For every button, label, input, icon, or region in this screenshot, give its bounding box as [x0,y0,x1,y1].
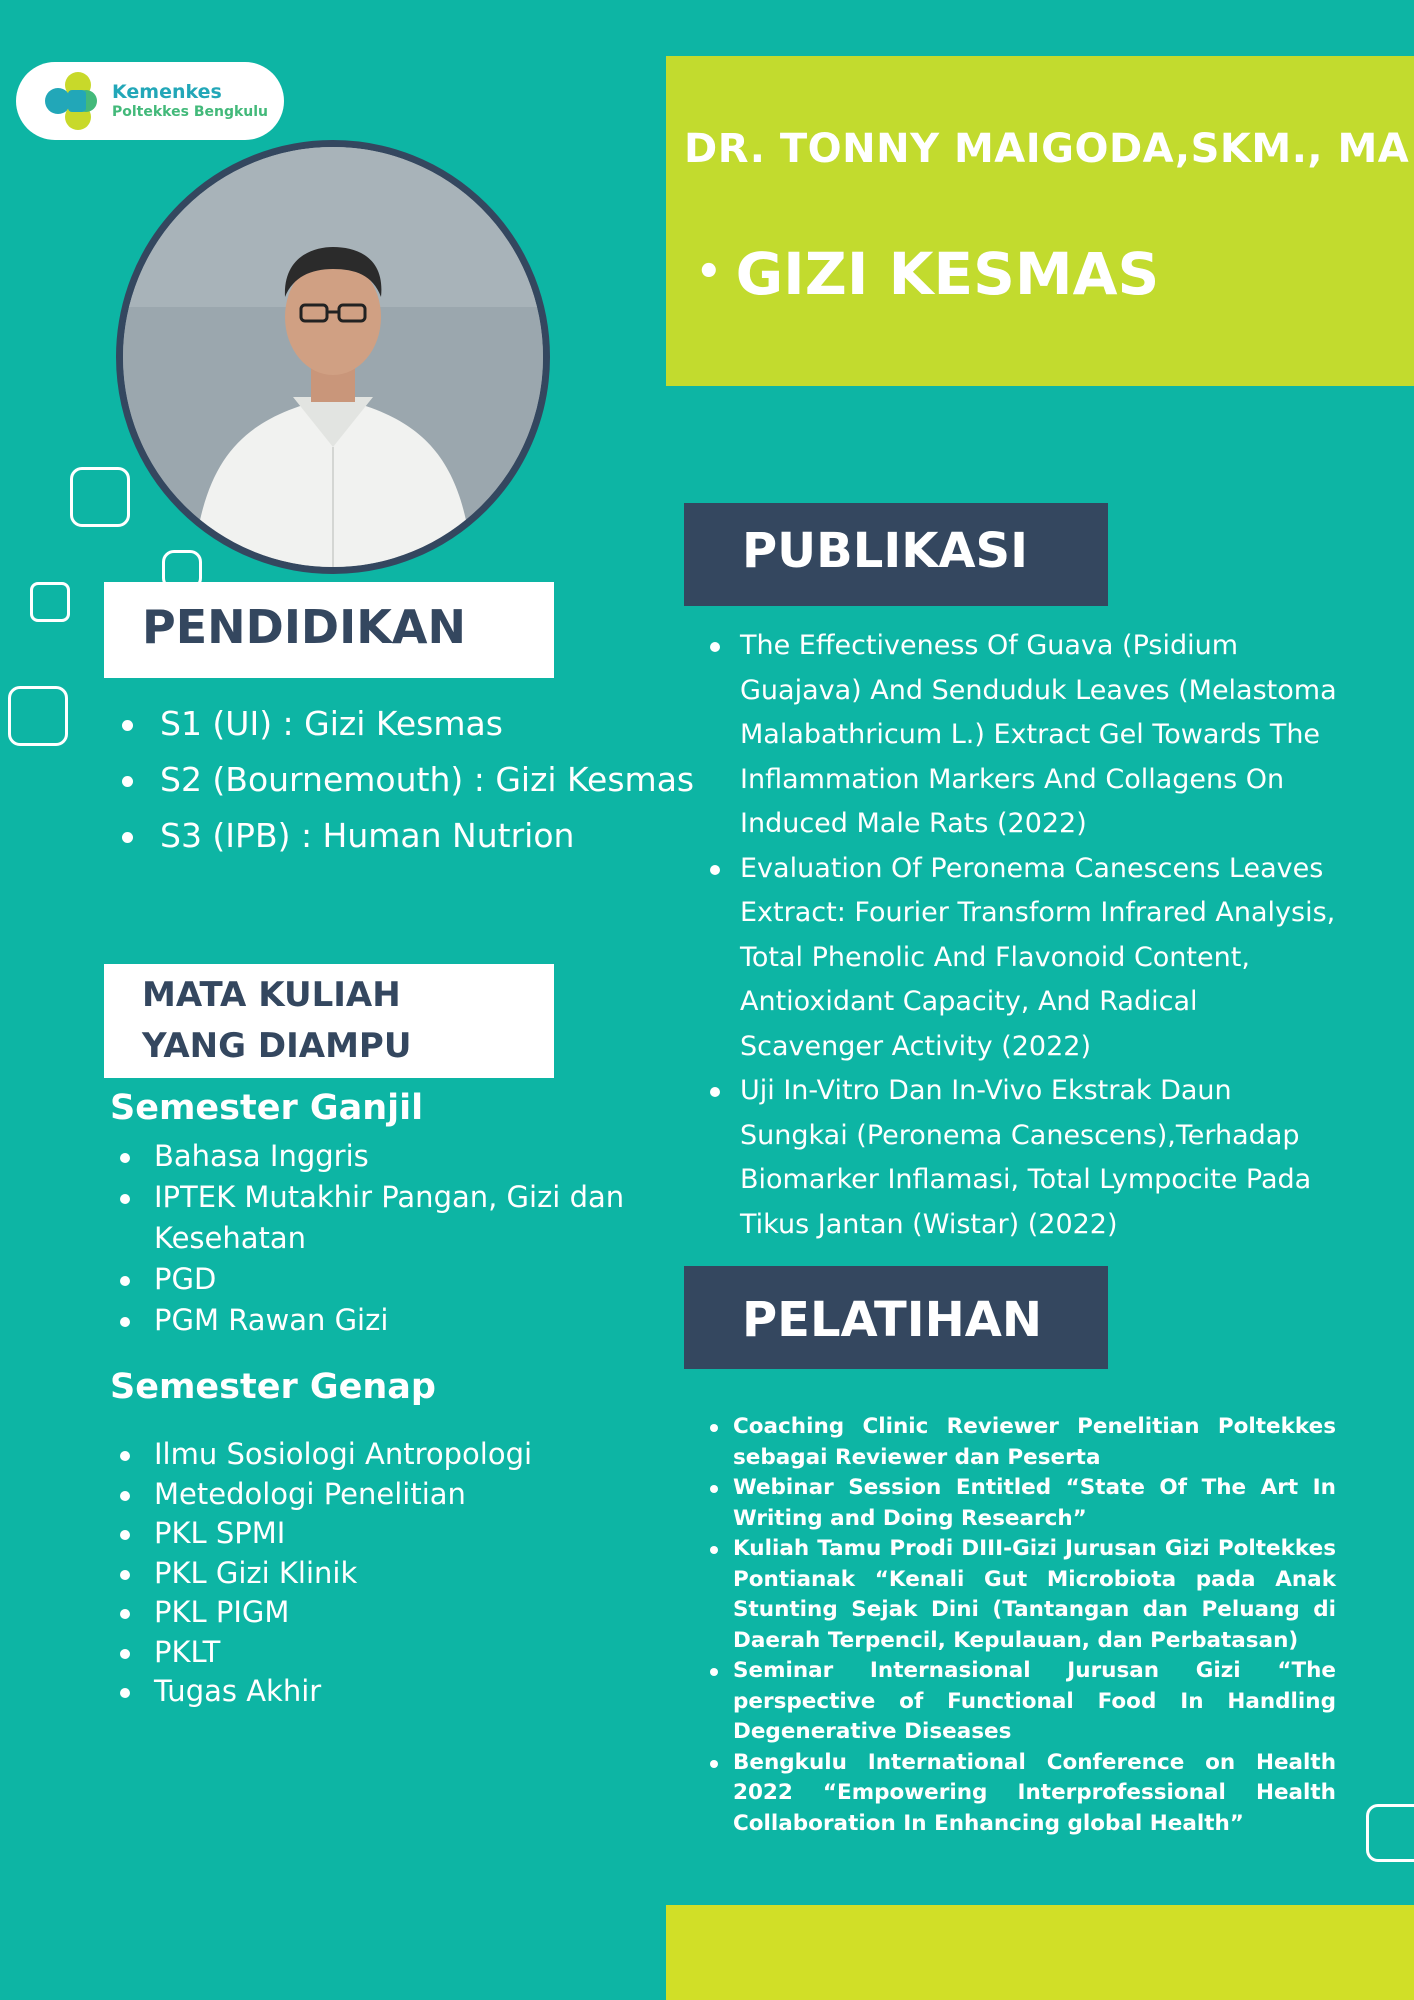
course-item: PKL PIGM [114,1593,654,1633]
footer-band [666,1905,1414,2000]
publication-item: The Effectiveness Of Guava (Psidium Guajava) And Senduduk Leaves (Melastoma Malabathricum L.) Extract Gel Towards The Inflammation Markers And Collagens On Induced Male Rats (2022) [708,624,1344,847]
education-list [118,696,694,864]
training-item: Bengkulu International Conference on Health 2022 “Empowering Interprofessional Health Collaboration In Enhancing global Health” [708,1748,1336,1840]
department-bullet: • [696,248,722,295]
logo-line-2: Poltekkes Bengkulu [112,103,269,120]
person-portrait-icon [123,147,543,567]
even-semester-list [114,1435,654,1712]
publication-item: Uji In-Vitro Dan In-Vivo Ekstrak Daun Sungkai (Peronema Canescens),Terhadap Biomarker Inflamasi, Total Lympocite Pada Tikus Jantan (Wistar) (2022) [708,1069,1344,1247]
courses-heading [104,964,554,1078]
course-item: Bahasa Inggris [114,1136,654,1177]
course-item: PGD [114,1259,654,1300]
course-item: Metedologi Penelitian [114,1475,654,1515]
training-item: Kuliah Tamu Prodi DIII-Gizi Jurusan Gizi Poltekkes Pontianak “Kenali Gut Microbiota pada Anak Stunting Sejak Dini (Tantangan dan Peluang di Daerah Terpencil, Kepulauan, dan Perbatasan) [708,1534,1336,1656]
decorative-square [8,686,68,746]
decorative-square [1366,1804,1414,1862]
odd-semester-title: Semester Ganjil [110,1088,424,1128]
logo-line-1: Kemenkes [112,81,222,104]
education-item: S2 (Bournemouth) : Gizi Kesmas [118,752,694,808]
courses-title-line-1: MATA KULIAH [142,975,401,1015]
publications-title: PUBLIKASI [742,523,1028,579]
education-title: PENDIDIKAN [142,600,466,654]
kemenkes-logo [16,62,284,140]
course-item: PKL Gizi Klinik [114,1554,654,1594]
training-item: Webinar Session Entitled “State Of The Art In Writing and Doing Research” [708,1473,1336,1534]
course-item: IPTEK Mutakhir Pangan, Gizi dan Kesehatan [114,1177,654,1259]
decorative-square [30,582,70,622]
odd-semester-list [114,1136,654,1341]
trainings-list [708,1412,1336,1839]
publications-heading [684,503,1108,606]
training-item: Coaching Clinic Reviewer Penelitian Poltekkes sebagai Reviewer dan Peserta [708,1412,1336,1473]
profile-photo [116,140,550,574]
education-item: S1 (UI) : Gizi Kesmas [118,696,694,752]
course-item: PKL SPMI [114,1514,654,1554]
trainings-heading [684,1266,1108,1369]
course-item: PGM Rawan Gizi [114,1300,654,1341]
course-item: Ilmu Sosiologi Antropologi [114,1435,654,1475]
decorative-square [70,467,130,527]
courses-title-line-2: YANG DIAMPU [142,1026,412,1066]
department-name [696,240,1159,308]
course-item: Tugas Akhir [114,1672,654,1712]
training-item: Seminar Internasional Jurusan Gizi “The perspective of Functional Food In Handling Degenerative Diseases [708,1656,1336,1748]
name-panel [666,56,1414,386]
publication-item: Evaluation Of Peronema Canescens Leaves Extract: Fourier Transform Infrared Analysis, Total Phenolic And Flavonoid Content, Antioxidant Capacity, And Radical Scavenger Activity (2022) [708,847,1344,1070]
education-heading [104,582,554,678]
department-label: GIZI KESMAS [735,240,1160,308]
trainings-title: PELATIHAN [742,1292,1043,1348]
lecturer-name: DR. TONNY MAIGODA,SKM., MA [684,126,1410,172]
even-semester-title: Semester Genap [110,1367,436,1407]
publications-list [708,624,1344,1247]
kemenkes-logo-icon [38,68,104,134]
course-item: PKLT [114,1633,654,1673]
education-item: S3 (IPB) : Human Nutrion [118,808,694,864]
